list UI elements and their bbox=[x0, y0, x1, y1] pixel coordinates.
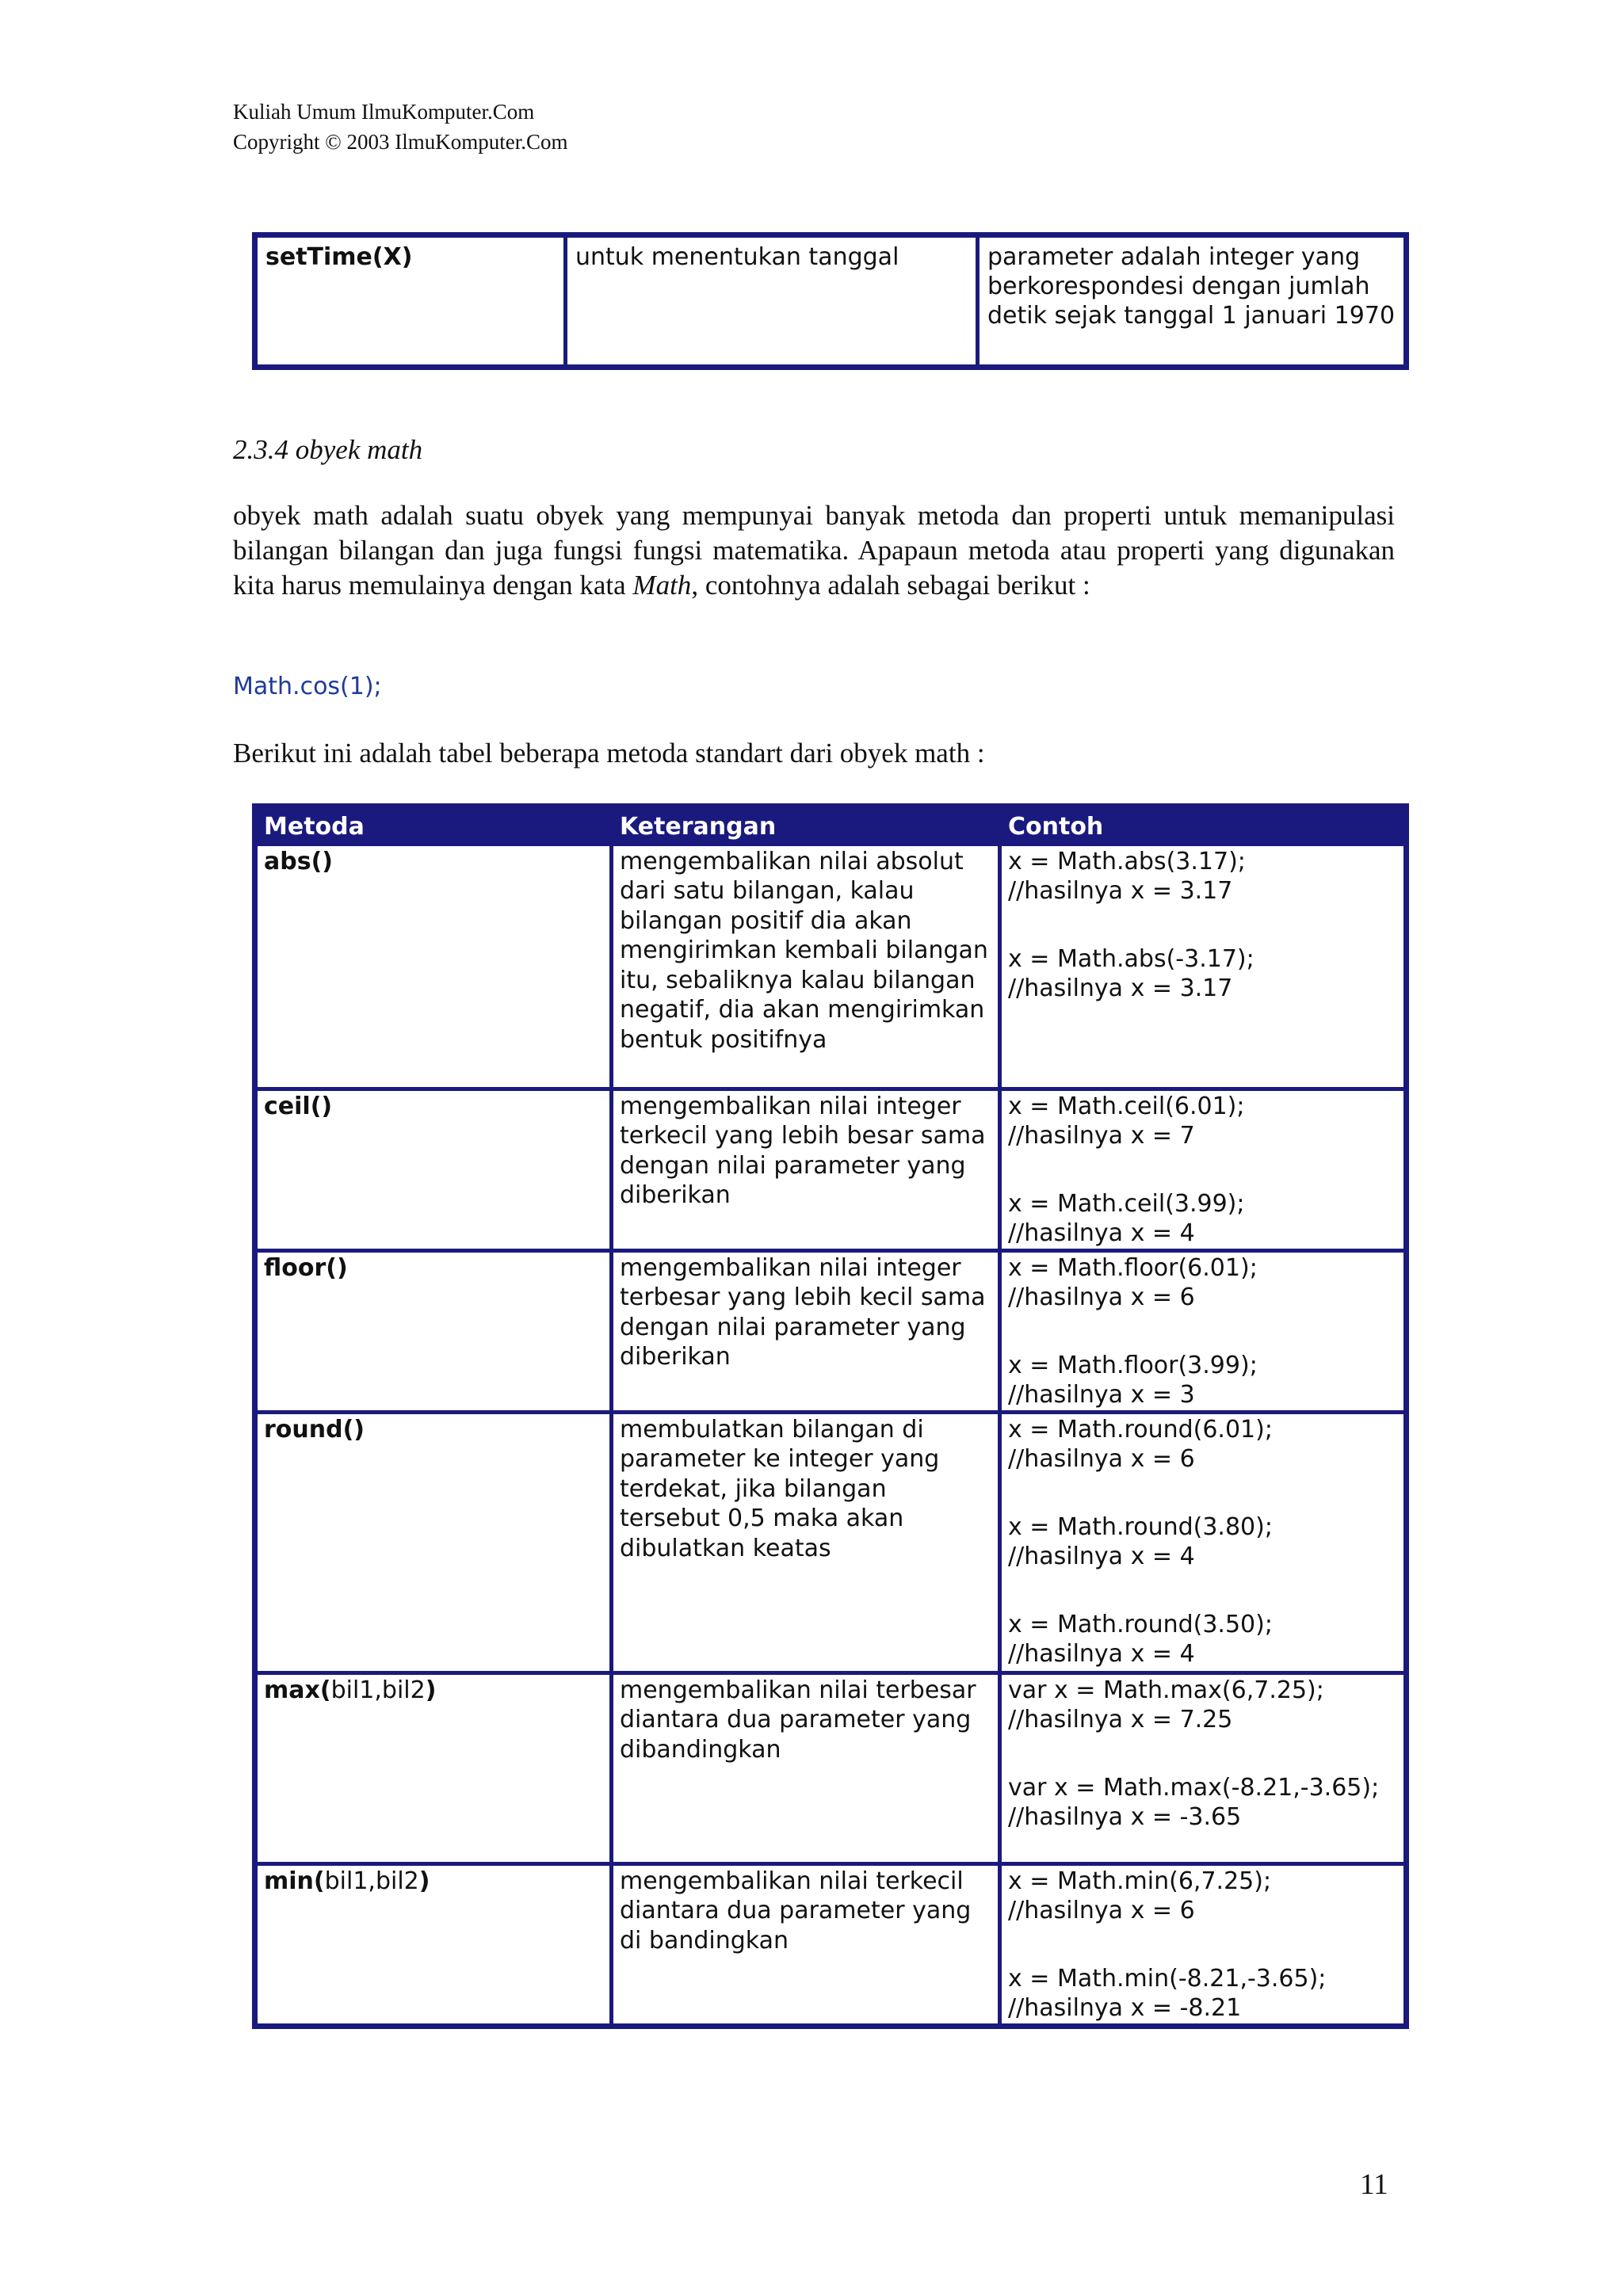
table-row bbox=[255, 844, 1407, 1089]
example-result: //hasilnya x = 7 bbox=[1008, 1122, 1195, 1150]
method-name-text: min( bbox=[264, 1867, 325, 1895]
method-close-paren: ) bbox=[418, 1867, 430, 1895]
table-row bbox=[255, 235, 1407, 368]
settime-note: parameter adalah integer yang berkorespondesi dengan jumlah detik sejak tanggal 1 januari 1970 bbox=[978, 235, 1407, 368]
example-result: //hasilnya x = 4 bbox=[1008, 1543, 1195, 1570]
table-intro: Berikut ini adalah tabel beberapa metoda standart dari obyek math : bbox=[233, 738, 985, 769]
page-number: 11 bbox=[1360, 2168, 1388, 2201]
method-close-paren: ) bbox=[425, 1676, 437, 1704]
method-example bbox=[1000, 1863, 1407, 2026]
table-row bbox=[255, 1412, 1407, 1672]
method-name-text: ceil() bbox=[264, 1092, 333, 1120]
method-description: mengembalikan nilai terkecil diantara dua parameter yang di bandingkan bbox=[612, 1863, 1000, 2026]
method-name bbox=[255, 1250, 612, 1412]
paragraph-text-before: obyek math adalah suatu obyek yang mempunyai banyak metoda dan properti untuk memanipulasi bilangan bilangan dan juga fungsi fungsi matematika. Apapaun metoda atau properti yang digunakan kita harus memulainya dengan kata bbox=[233, 500, 1395, 601]
example-result: //hasilnya x = 6 bbox=[1008, 1445, 1195, 1473]
method-example bbox=[1000, 1672, 1407, 1863]
example-result: //hasilnya x = 3.17 bbox=[1008, 974, 1233, 1002]
method-description: mengembalikan nilai integer terkecil yang lebih besar sama dengan nilai parameter yang diberikan bbox=[612, 1089, 1000, 1250]
example-code: x = Math.min(-8.21,-3.65); bbox=[1008, 1964, 1327, 1993]
example-code: x = Math.ceil(3.99); bbox=[1008, 1189, 1245, 1218]
table-row bbox=[255, 1863, 1407, 2026]
example-code: x = Math.floor(6.01); bbox=[1008, 1253, 1258, 1282]
settime-table bbox=[252, 232, 1409, 370]
example-code: x = Math.floor(3.99); bbox=[1008, 1351, 1258, 1379]
section-paragraph bbox=[233, 498, 1395, 603]
method-description: mengembalikan nilai terbesar diantara dua parameter yang dibandingkan bbox=[612, 1672, 1000, 1863]
method-example bbox=[1000, 1250, 1407, 1412]
method-name-text: max( bbox=[264, 1676, 331, 1704]
table-row bbox=[255, 1250, 1407, 1412]
column-header-keterangan: Keterangan bbox=[612, 807, 1000, 845]
example-result: //hasilnya x = -8.21 bbox=[1008, 1994, 1242, 2022]
example-code: x = Math.abs(3.17); bbox=[1008, 847, 1246, 875]
example-result: //hasilnya x = 7.25 bbox=[1008, 1706, 1233, 1733]
example-result: //hasilnya x = 4 bbox=[1008, 1640, 1195, 1668]
example-result: //hasilnya x = 4 bbox=[1008, 1219, 1195, 1247]
method-example bbox=[1000, 1089, 1407, 1250]
table-row bbox=[255, 1089, 1407, 1250]
paragraph-text-after: , contohnya adalah sebagai berikut : bbox=[691, 570, 1090, 601]
method-name bbox=[255, 1863, 612, 2026]
method-description: membulatkan bilangan di parameter ke integer yang terdekat, jika bilangan tersebut 0,5 maka akan dibulatkan keatas bbox=[612, 1412, 1000, 1672]
method-example bbox=[1000, 844, 1407, 1089]
table-row bbox=[255, 1672, 1407, 1863]
example-code: var x = Math.max(-8.21,-3.65); bbox=[1008, 1773, 1380, 1802]
example-result: //hasilnya x = 6 bbox=[1008, 1283, 1195, 1311]
table-header-row bbox=[255, 807, 1407, 845]
settime-method: setTime(X) bbox=[255, 235, 566, 368]
example-result: //hasilnya x = -3.65 bbox=[1008, 1803, 1242, 1831]
example-code: x = Math.min(6,7.25); bbox=[1008, 1867, 1272, 1895]
section-title: 2.3.4 obyek math bbox=[233, 434, 423, 465]
column-header-contoh: Contoh bbox=[1000, 807, 1407, 845]
example-result: //hasilnya x = 6 bbox=[1008, 1897, 1195, 1924]
method-example bbox=[1000, 1412, 1407, 1672]
example-result: //hasilnya x = 3 bbox=[1008, 1381, 1195, 1409]
method-description: mengembalikan nilai absolut dari satu bilangan, kalau bilangan positif dia akan mengirimkan kembali bilangan itu, sebaliknya kalau bilangan negatif, dia akan mengirimkan bentuk positifnya bbox=[612, 844, 1000, 1089]
method-params: bil1,bil2 bbox=[324, 1867, 419, 1895]
column-header-metoda: Metoda bbox=[255, 807, 612, 845]
method-params: bil1,bil2 bbox=[330, 1676, 426, 1704]
code-example: Math.cos(1); bbox=[233, 673, 382, 700]
method-name bbox=[255, 1672, 612, 1863]
header-line-2: Copyright © 2003 IlmuKomputer.Com bbox=[233, 130, 568, 154]
example-result: //hasilnya x = 3.17 bbox=[1008, 877, 1233, 905]
method-name-text: abs() bbox=[264, 847, 333, 875]
method-description: mengembalikan nilai integer terbesar yang lebih kecil sama dengan nilai parameter yang diberikan bbox=[612, 1250, 1000, 1412]
example-code: var x = Math.max(6,7.25); bbox=[1008, 1676, 1324, 1704]
math-methods-table bbox=[252, 803, 1409, 2029]
example-code: x = Math.round(3.50); bbox=[1008, 1610, 1273, 1638]
paragraph-emphasis: Math bbox=[632, 570, 692, 601]
settime-description: untuk menentukan tanggal bbox=[566, 235, 978, 368]
method-name-text: round() bbox=[264, 1415, 365, 1444]
example-code: x = Math.round(6.01); bbox=[1008, 1415, 1273, 1444]
example-code: x = Math.ceil(6.01); bbox=[1008, 1092, 1245, 1120]
method-name bbox=[255, 1412, 612, 1672]
page-header bbox=[233, 97, 568, 157]
method-name bbox=[255, 844, 612, 1089]
example-code: x = Math.round(3.80); bbox=[1008, 1512, 1273, 1541]
header-line-1: Kuliah Umum IlmuKomputer.Com bbox=[233, 100, 535, 124]
method-name-text: floor() bbox=[264, 1253, 348, 1282]
example-code: x = Math.abs(-3.17); bbox=[1008, 944, 1254, 973]
method-name bbox=[255, 1089, 612, 1250]
